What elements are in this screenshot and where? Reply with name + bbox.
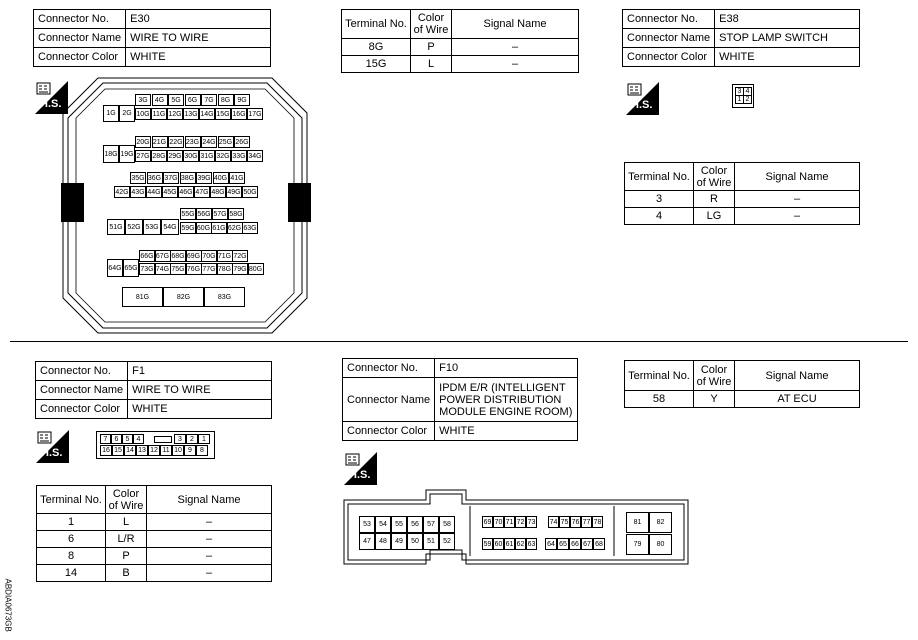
f10-pin: 54 [375, 516, 391, 533]
terminal-no: 4 [625, 208, 694, 225]
f10-pin: 48 [375, 533, 391, 550]
e30-pin: 76G [186, 263, 202, 275]
header-wire-color: Color of Wire [694, 361, 735, 391]
figure-id: ABDIA0673GB [3, 578, 13, 632]
e30-pin: 55G [180, 208, 196, 220]
e30-pin: 37G [163, 172, 179, 184]
f1-pin: 8 [196, 445, 208, 456]
f1-pin: 1 [198, 434, 210, 444]
header-terminal-no: Terminal No. [625, 163, 694, 191]
e38-connector-info [622, 9, 860, 67]
table-row [37, 514, 272, 531]
f10-pin: 61 [504, 538, 515, 550]
f1-pin: 5 [122, 434, 133, 444]
e30-pin: 43G [130, 186, 146, 198]
table-row [342, 56, 579, 73]
e30-pin: 47G [194, 186, 210, 198]
f1-pin: 6 [111, 434, 122, 444]
wire-color: L [106, 514, 147, 531]
e30-pin: 65G [123, 259, 139, 277]
f1-pin: 3 [174, 434, 186, 444]
e30-pin: 81G [122, 287, 163, 307]
signal-name: – [735, 208, 860, 225]
wire-color: B [106, 565, 147, 582]
connector-color: WHITE [128, 400, 272, 419]
connector-no: F10 [435, 359, 578, 378]
f10-pin: 56 [407, 516, 423, 533]
e30-pin: 75G [170, 263, 186, 275]
wire-color: R [694, 191, 735, 208]
header-wire-color: Color of Wire [694, 163, 735, 191]
terminal-no: 6 [37, 531, 106, 548]
f10-pin: 59 [482, 538, 493, 550]
harness-side-icon: H.S. [36, 430, 69, 463]
section-divider [10, 341, 908, 342]
connector-glyph-icon [627, 83, 642, 96]
e30-pin: 4G [152, 94, 168, 106]
e30-pin: 24G [201, 136, 217, 148]
e30-pin: 31G [199, 150, 215, 162]
f1-pin: 9 [184, 445, 196, 456]
e30-pin: 49G [226, 186, 242, 198]
e30-pin: 72G [232, 250, 248, 262]
e30-left-latch [61, 183, 84, 222]
wire-color: L [411, 56, 452, 73]
table-row [37, 531, 272, 548]
header-terminal-no: Terminal No. [342, 10, 411, 39]
f10-pin: 82 [649, 512, 672, 533]
terminal-no: 3 [625, 191, 694, 208]
e30-pin: 73G [139, 263, 155, 275]
e30-terminal-table [341, 9, 579, 73]
e30-pin: 83G [204, 287, 245, 307]
connector-no: F1 [128, 362, 272, 381]
f10-pin: 62 [515, 538, 526, 550]
e30-pin: 54G [161, 219, 179, 235]
e30-pin: 67G [155, 250, 171, 262]
e30-pin: 63G [242, 222, 258, 234]
header-terminal-no: Terminal No. [37, 486, 106, 514]
f10-pin: 79 [626, 534, 649, 555]
e30-pin: 15G [215, 108, 231, 120]
e30-pin: 19G [119, 145, 135, 163]
e30-pin: 17G [247, 108, 263, 120]
label: Connector No. [36, 362, 128, 381]
signal-name: – [147, 548, 272, 565]
e30-pin: 42G [114, 186, 130, 198]
f1-latch [154, 436, 172, 443]
f10-pin: 69 [482, 516, 493, 528]
label: Connector No. [343, 359, 435, 378]
label: Connector Name [36, 381, 128, 400]
e30-pin: 6G [185, 94, 201, 106]
f1-connector-info [35, 361, 272, 419]
e30-pin: 56G [196, 208, 212, 220]
connector-color: WHITE [435, 422, 578, 441]
f10-pin: 71 [504, 516, 515, 528]
e30-pin: 52G [125, 219, 143, 235]
harness-side-icon: H.S. [35, 81, 68, 114]
e30-pin: 62G [227, 222, 243, 234]
e30-pin: 10G [135, 108, 151, 120]
f10-pin: 77 [581, 516, 592, 528]
table-row [37, 548, 272, 565]
connector-glyph-icon [345, 453, 360, 466]
e30-pin: 53G [143, 219, 161, 235]
f1-pin: 12 [148, 445, 160, 456]
e30-pin: 35G [130, 172, 146, 184]
harness-side-icon: H.S. [344, 452, 377, 485]
wire-color: P [411, 39, 452, 56]
f10-pin: 50 [407, 533, 423, 550]
signal-name: – [452, 39, 579, 56]
e30-pin: 80G [248, 263, 264, 275]
f10-pin: 57 [423, 516, 439, 533]
e30-pin: 82G [163, 287, 204, 307]
label: Connector Color [343, 422, 435, 441]
table-row [37, 565, 272, 582]
f10-pin: 63 [526, 538, 537, 550]
signal-name: AT ECU [735, 391, 860, 408]
e30-pin: 61G [211, 222, 227, 234]
f10-pin: 47 [359, 533, 375, 550]
harness-side-icon: H.S. [626, 82, 659, 115]
f10-pin: 49 [391, 533, 407, 550]
f10-pin: 80 [649, 534, 672, 555]
e30-pin: 1G [103, 105, 119, 122]
e30-pin: 12G [167, 108, 183, 120]
f10-pin: 72 [515, 516, 526, 528]
connector-name: WIRE TO WIRE [126, 29, 271, 48]
f10-pin: 60 [493, 538, 504, 550]
e30-pin: 77G [201, 263, 217, 275]
label: Connector Color [34, 48, 126, 67]
f10-pin: 73 [526, 516, 537, 528]
wire-color: P [106, 548, 147, 565]
terminal-no: 14 [37, 565, 106, 582]
e30-pin: 39G [196, 172, 212, 184]
f1-pin: 11 [160, 445, 172, 456]
f1-pin: 2 [186, 434, 198, 444]
e30-pin: 60G [196, 222, 212, 234]
signal-name: – [147, 514, 272, 531]
f1-pin: 4 [133, 434, 144, 444]
f10-pin: 53 [359, 516, 375, 533]
f10-terminal-table [624, 360, 860, 408]
e30-right-latch [288, 183, 311, 222]
label: Connector Name [343, 378, 435, 422]
e30-pin: 64G [107, 259, 123, 277]
e30-pin: 21G [152, 136, 168, 148]
e30-pin: 28G [151, 150, 167, 162]
e30-pin: 5G [168, 94, 184, 106]
e30-pin: 58G [228, 208, 244, 220]
f10-connector-info [342, 358, 578, 441]
signal-name: – [147, 531, 272, 548]
e30-pin: 71G [217, 250, 233, 262]
header-signal-name: Signal Name [735, 163, 860, 191]
e30-pin: 13G [183, 108, 199, 120]
connector-glyph-icon [37, 431, 52, 444]
header-wire-color: Color of Wire [411, 10, 452, 39]
f10-pin: 81 [626, 512, 649, 533]
e30-pin: 11G [151, 108, 167, 120]
e30-pin: 78G [217, 263, 233, 275]
f1-pin: 13 [136, 445, 148, 456]
f10-pin: 66 [569, 538, 581, 550]
label: Connector No. [623, 10, 715, 29]
signal-name: – [452, 56, 579, 73]
e30-pin: 68G [170, 250, 186, 262]
e30-pin: 36G [147, 172, 163, 184]
f1-pin: 16 [100, 445, 112, 456]
e30-pin: 23G [185, 136, 201, 148]
terminal-no: 15G [342, 56, 411, 73]
e30-pin: 29G [167, 150, 183, 162]
connector-name: STOP LAMP SWITCH [715, 29, 860, 48]
connector-color: WHITE [126, 48, 271, 67]
e30-pin: 59G [180, 222, 196, 234]
e38-connector-face [732, 84, 754, 108]
e38-pin: 4 [743, 87, 752, 96]
e30-pin: 66G [139, 250, 155, 262]
e30-pin: 7G [201, 94, 217, 106]
connector-color: WHITE [715, 48, 860, 67]
f10-pin: 52 [439, 533, 455, 550]
e30-pin: 70G [201, 250, 217, 262]
terminal-no: 8G [342, 39, 411, 56]
e30-pin: 34G [247, 150, 263, 162]
f10-pin: 65 [557, 538, 569, 550]
signal-name: – [735, 191, 860, 208]
e30-pin: 40G [213, 172, 229, 184]
e30-pin: 38G [180, 172, 196, 184]
e30-pin: 22G [168, 136, 184, 148]
e30-pin: 14G [199, 108, 215, 120]
f1-pin: 14 [124, 445, 136, 456]
label: Connector Color [36, 400, 128, 419]
wire-color: LG [694, 208, 735, 225]
e30-pin: 8G [218, 94, 234, 106]
f10-pin: 70 [493, 516, 504, 528]
connector-name: WIRE TO WIRE [128, 381, 272, 400]
table-row [625, 208, 860, 225]
terminal-no: 1 [37, 514, 106, 531]
table-row [625, 191, 860, 208]
e38-pin: 1 [735, 95, 744, 104]
e30-pin: 20G [135, 136, 151, 148]
e30-pin: 25G [218, 136, 234, 148]
label: Connector Name [623, 29, 715, 48]
e30-pin: 69G [186, 250, 202, 262]
e30-pin: 51G [107, 219, 125, 235]
f1-pin: 7 [100, 434, 111, 444]
f10-pin: 74 [548, 516, 559, 528]
table-row [625, 391, 860, 408]
header-signal-name: Signal Name [452, 10, 579, 39]
e30-pin: 41G [229, 172, 245, 184]
f10-pin: 78 [592, 516, 603, 528]
terminal-no: 8 [37, 548, 106, 565]
e30-connector-info [33, 9, 271, 67]
e30-pin: 27G [135, 150, 151, 162]
e30-pin: 50G [242, 186, 258, 198]
header-signal-name: Signal Name [735, 361, 860, 391]
signal-name: – [147, 565, 272, 582]
e30-pin: 46G [178, 186, 194, 198]
label: Connector Name [34, 29, 126, 48]
e30-pin: 79G [232, 263, 248, 275]
e30-pin: 74G [155, 263, 171, 275]
f10-pin: 64 [545, 538, 557, 550]
f10-pin: 51 [423, 533, 439, 550]
e30-pin: 45G [162, 186, 178, 198]
connector-no: E30 [126, 10, 271, 29]
f10-pin: 68 [593, 538, 605, 550]
wire-color: Y [694, 391, 735, 408]
e30-pin: 44G [146, 186, 162, 198]
connector-name: IPDM E/R (INTELLIGENT POWER DISTRIBUTION MODULE ENGINE ROOM) [435, 378, 578, 422]
e38-pin: 2 [743, 95, 752, 104]
f10-pin: 67 [581, 538, 593, 550]
f10-pin: 76 [570, 516, 581, 528]
terminal-no: 58 [625, 391, 694, 408]
e30-pin: 3G [135, 94, 151, 106]
header-terminal-no: Terminal No. [625, 361, 694, 391]
connector-no: E38 [715, 10, 860, 29]
e30-pin: 48G [210, 186, 226, 198]
e30-pin: 32G [215, 150, 231, 162]
f1-pin: 15 [112, 445, 124, 456]
e30-pin: 18G [103, 145, 119, 163]
table-row [342, 39, 579, 56]
f1-terminal-table [36, 485, 272, 582]
e38-terminal-table [624, 162, 860, 225]
e30-pin: 9G [234, 94, 250, 106]
e30-pin: 2G [119, 105, 135, 122]
wire-color: L/R [106, 531, 147, 548]
f10-pin: 55 [391, 516, 407, 533]
f10-pin: 75 [559, 516, 570, 528]
header-wire-color: Color of Wire [106, 486, 147, 514]
label: Connector Color [623, 48, 715, 67]
e30-pin: 16G [231, 108, 247, 120]
f1-pin: 10 [172, 445, 184, 456]
f10-pin: 58 [439, 516, 455, 533]
e30-pin: 30G [183, 150, 199, 162]
label: Connector No. [34, 10, 126, 29]
e30-pin: 33G [231, 150, 247, 162]
e38-pin: 3 [735, 87, 744, 96]
e30-pin: 57G [212, 208, 228, 220]
connector-glyph-icon [36, 82, 51, 95]
header-signal-name: Signal Name [147, 486, 272, 514]
e30-pin: 26G [234, 136, 250, 148]
